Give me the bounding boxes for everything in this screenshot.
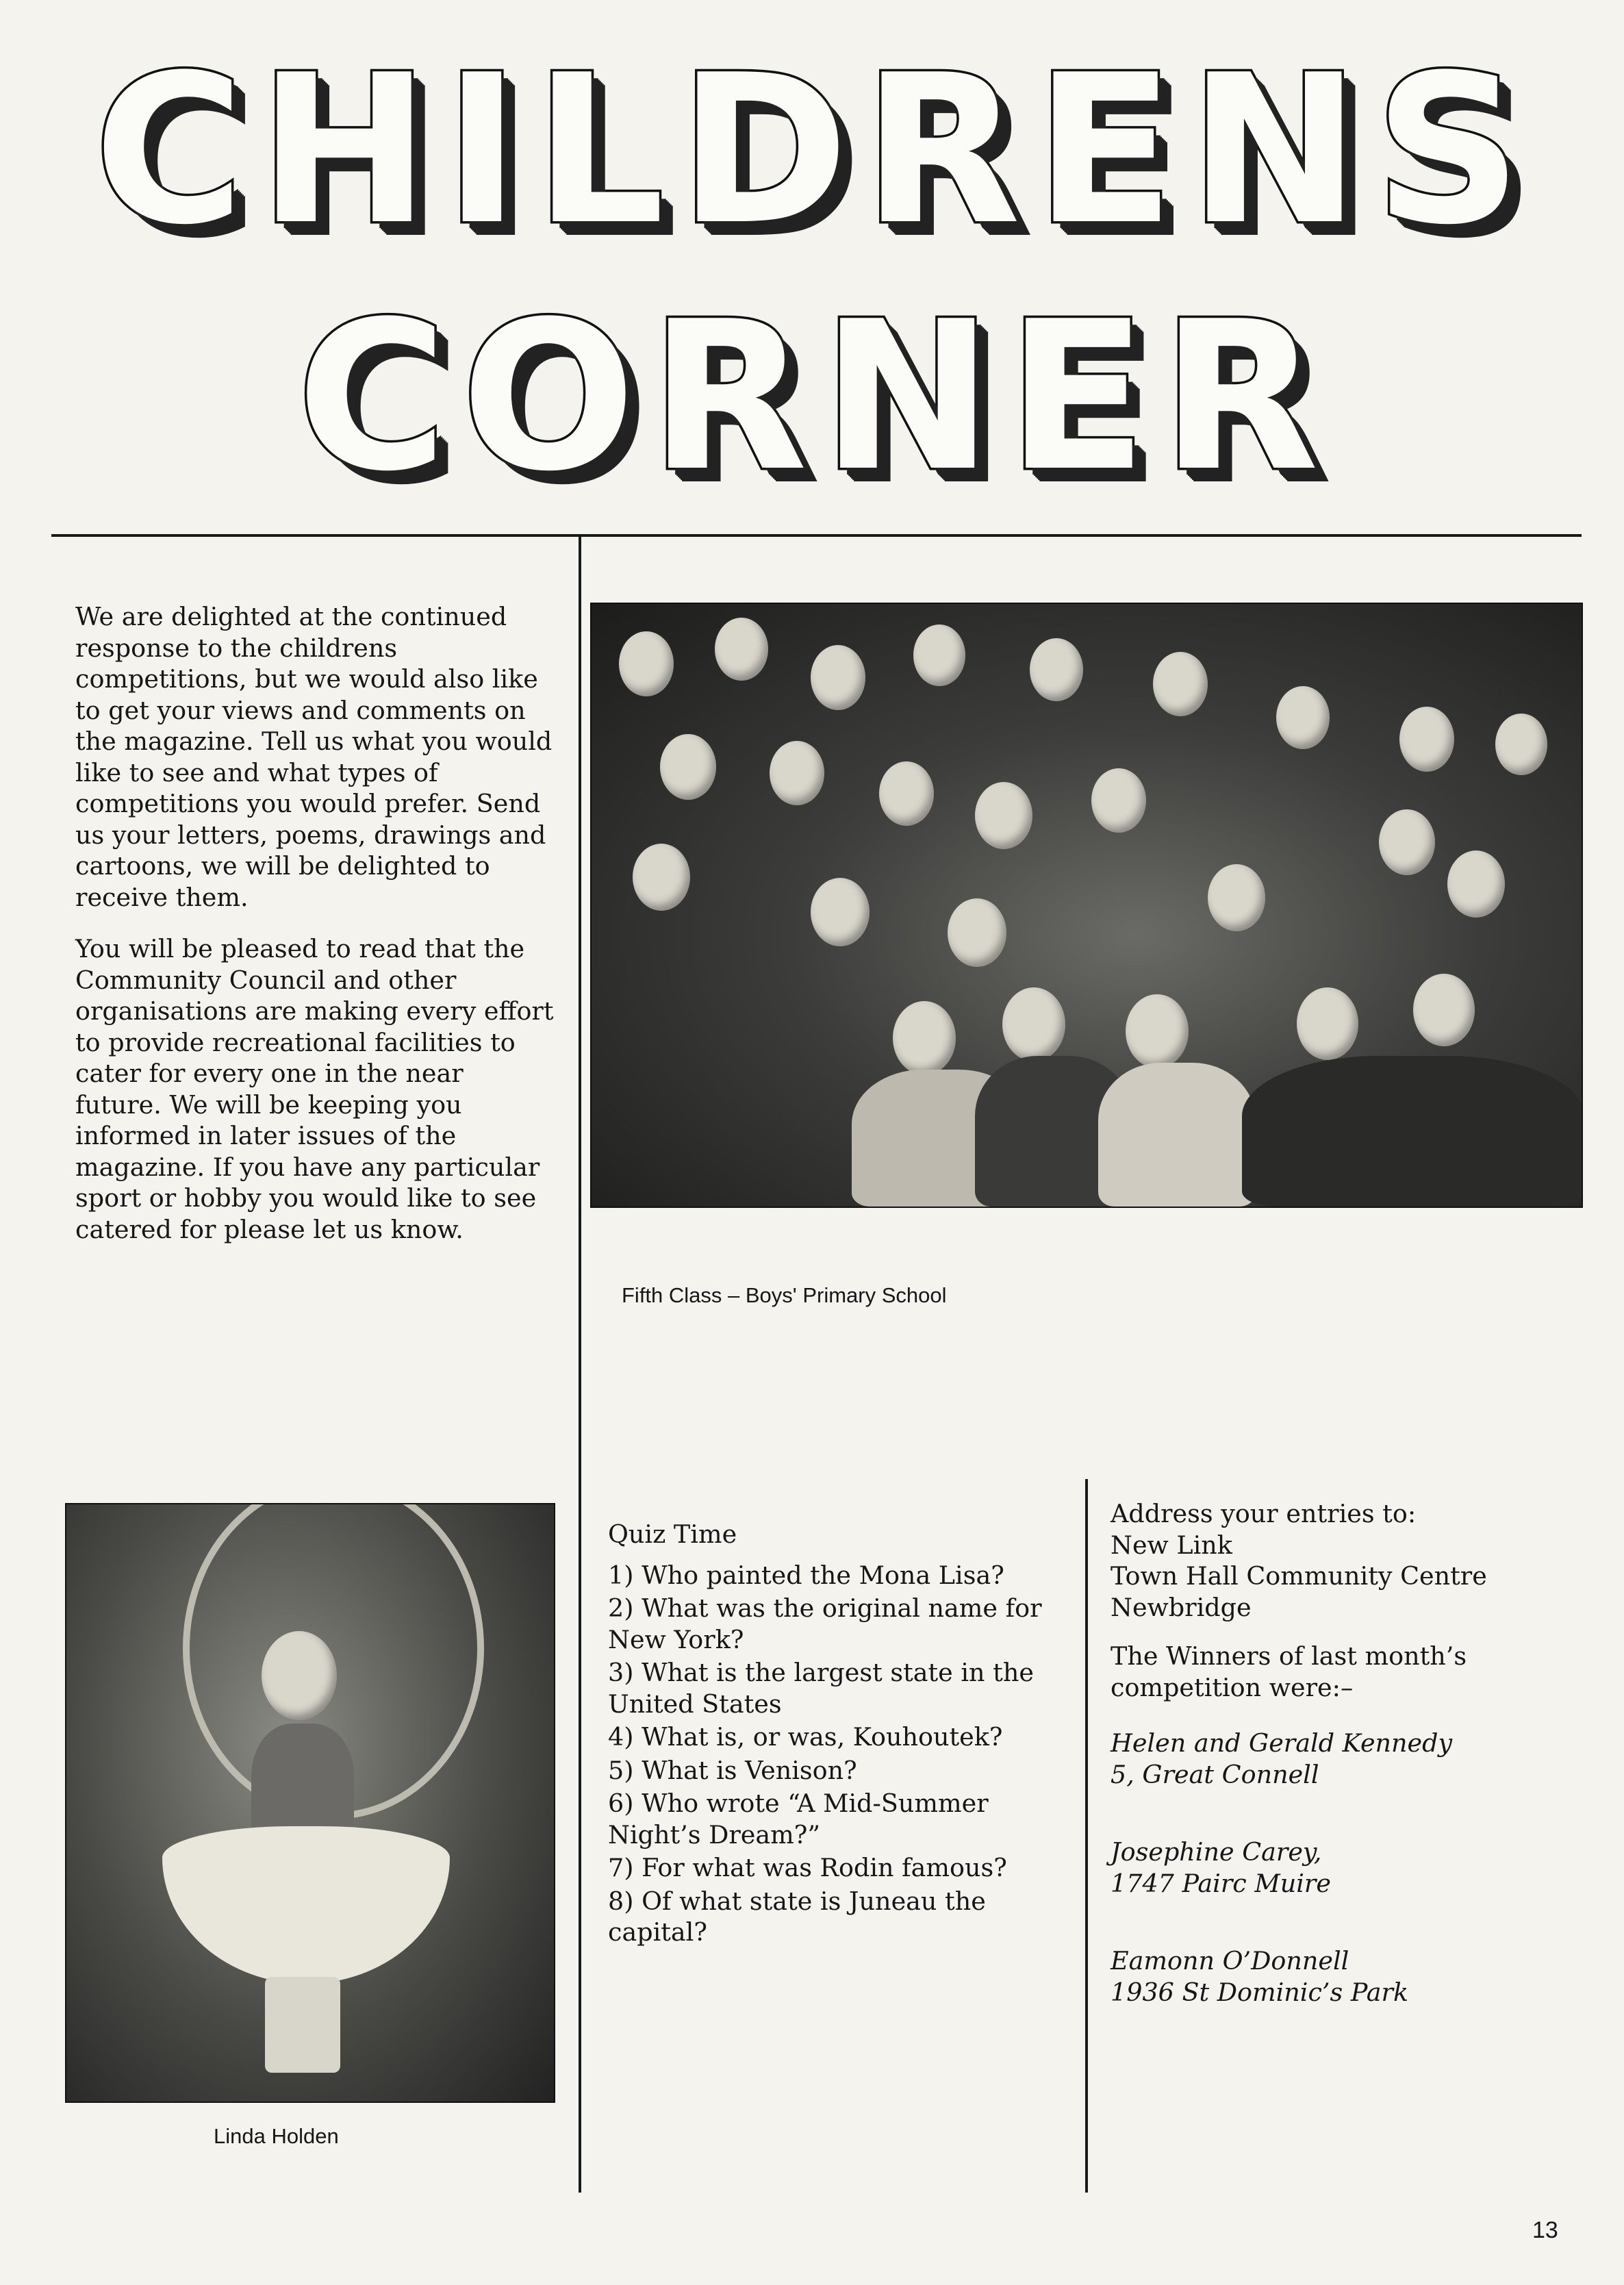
winner-name: Helen and Gerald Kennedy	[1111, 1728, 1453, 1758]
column-divider-right	[1085, 1479, 1088, 2193]
address-line-1: New Link	[1111, 1530, 1232, 1560]
photo-tutu	[162, 1826, 450, 1984]
photo-face	[1030, 638, 1083, 701]
photo-face	[893, 1001, 956, 1075]
photo-face	[975, 782, 1032, 849]
photo-face	[913, 624, 965, 686]
winner-address: 1747 Pairc Muire	[1111, 1868, 1331, 1898]
photo-face	[1379, 809, 1435, 875]
winner-address: 1936 St Dominic’s Park	[1111, 1977, 1409, 2007]
address-intro: Address your entries to:	[1111, 1499, 1417, 1528]
quiz-title: Quiz Time	[608, 1519, 737, 1549]
photo-face	[619, 631, 674, 696]
photo-face	[1153, 652, 1208, 716]
photo-face	[1297, 987, 1358, 1060]
intro-paragraph-2: You will be pleased to read that the Community Council and other organisations are making every effort to provide recreational facilities to cater for every one in the near future. We will be keeping you informed in later issues of the magazine. If you have any particular sport or hobby you would like to see catered for please let us know.	[75, 934, 554, 1244]
photo-face	[1208, 864, 1265, 931]
header-divider	[51, 534, 1582, 537]
photo-face	[879, 761, 934, 826]
photo-face	[1447, 850, 1505, 918]
photo-face	[1276, 686, 1330, 749]
intro-text	[75, 601, 555, 1265]
headline-line-2: CORNER	[296, 277, 1333, 516]
winner-address: 5, Great Connell	[1111, 1759, 1319, 1789]
photo-clothing	[1242, 1056, 1583, 1207]
photo-face	[1399, 707, 1454, 772]
photo-face	[1091, 768, 1146, 833]
photo-clothing	[1098, 1063, 1256, 1207]
intro-paragraph-1: We are delighted at the continued response to the childrens competitions, but we would also like to get your views and comments on the magazine. Tell us what you would like to see and what types of competitions you would prefer. Send us your letters, poems, drawings and cartoons, we will be delighted to receive them.	[75, 602, 553, 912]
winner-name: Josephine Carey,	[1111, 1837, 1322, 1867]
winner-name: Eamonn O’Donnell	[1111, 1946, 1349, 1975]
photo-face	[715, 618, 768, 681]
address-line-3: Newbridge	[1111, 1592, 1252, 1622]
dancer-photo	[65, 1503, 555, 2103]
quiz-section	[608, 1519, 1074, 1950]
photo-face	[660, 734, 716, 800]
photo-face	[262, 1631, 337, 1720]
quiz-question: 6) Who wrote “A Mid-Summer Night’s Dream?”	[608, 1789, 989, 1850]
class-photo-caption: Fifth Class – Boys' Primary School	[622, 1283, 947, 1307]
photo-face	[1002, 987, 1065, 1061]
address-line-2: Town Hall Community Centre	[1111, 1561, 1487, 1591]
quiz-question: 8) Of what state is Juneau the capital?	[608, 1886, 986, 1947]
quiz-question: 3) What is the largest state in the United States	[608, 1658, 1034, 1719]
quiz-question: 1) Who painted the Mona Lisa?	[608, 1560, 1004, 1590]
column-divider-left	[579, 535, 581, 2193]
photo-legs	[265, 1977, 340, 2073]
photo-face	[1126, 994, 1189, 1068]
class-photo	[590, 603, 1583, 1208]
dancer-photo-caption: Linda Holden	[214, 2124, 339, 2148]
photo-face	[811, 645, 865, 710]
winners-intro: The Winners of last month’s competition were:–	[1111, 1641, 1467, 1702]
photo-face	[633, 844, 690, 911]
photo-face	[1495, 714, 1547, 775]
photo-face	[770, 741, 824, 805]
page-number: 13	[1532, 2217, 1558, 2243]
photo-face	[948, 898, 1006, 967]
headline-line-1: CHILDRENS	[93, 31, 1536, 270]
quiz-question: 7) For what was Rodin famous?	[608, 1853, 1007, 1882]
photo-face	[1413, 974, 1475, 1046]
quiz-question: 5) What is Venison?	[608, 1755, 857, 1785]
photo-face	[811, 878, 870, 946]
quiz-question: 2) What was the original name for New York?	[608, 1593, 1042, 1654]
quiz-question: 4) What is, or was, Kouhoutek?	[608, 1722, 1003, 1752]
address-section	[1111, 1498, 1576, 2008]
